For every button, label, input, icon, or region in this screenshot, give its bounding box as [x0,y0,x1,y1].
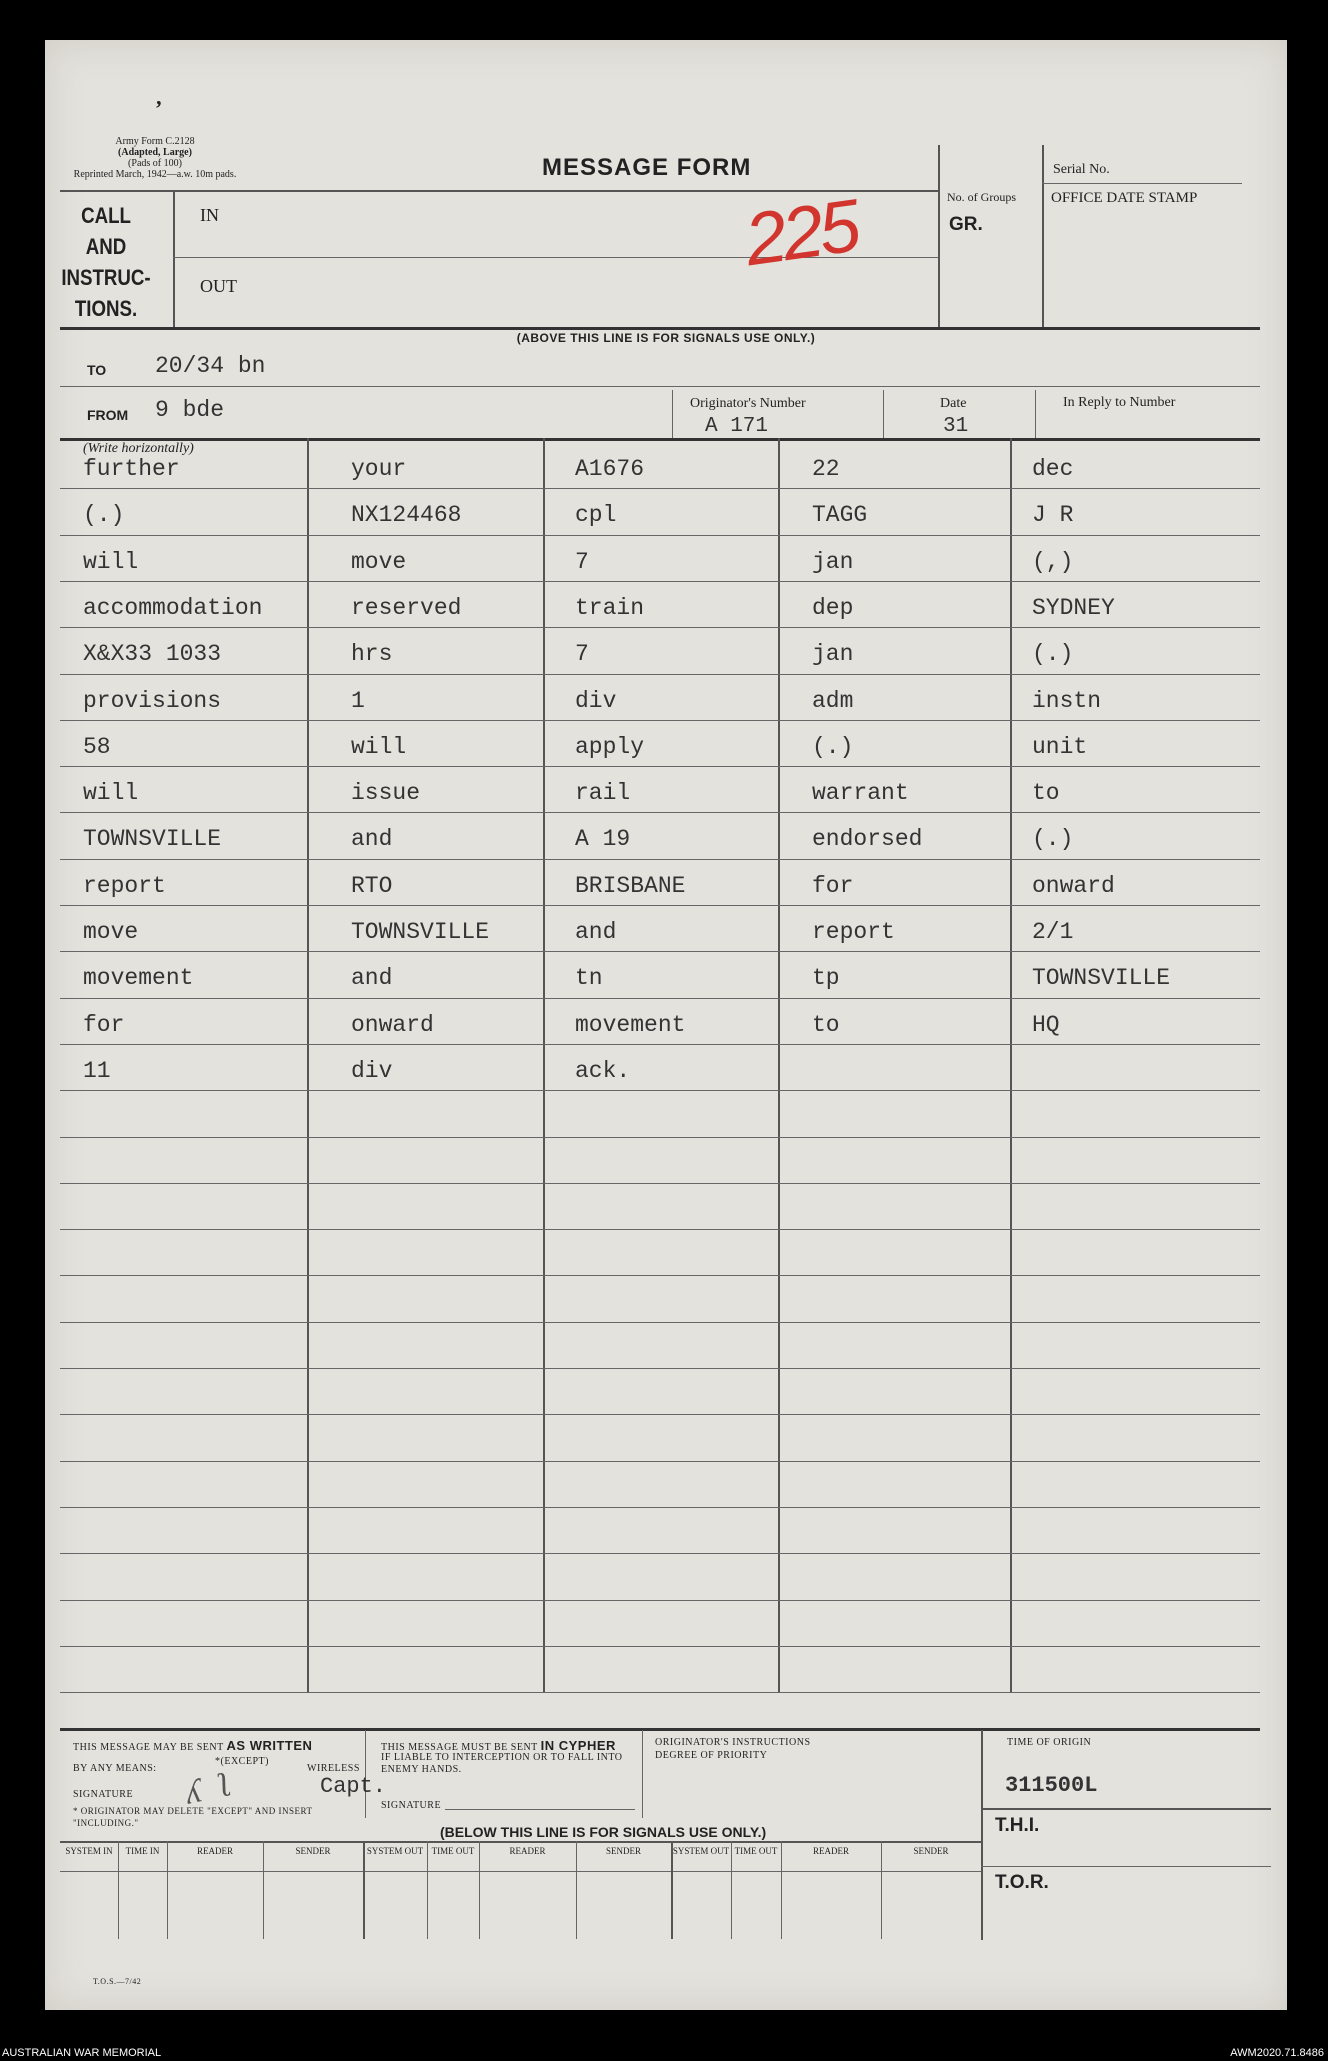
body-row-line [60,1137,1260,1138]
bottom-table-top [60,1841,981,1843]
pencil-tick: ʼ [155,96,163,121]
message-word: J R [1032,502,1074,529]
body-row-line [60,1646,1260,1647]
bottom-column-header: TIME OUT [734,1846,778,1856]
date-value: 31 [943,415,969,438]
message-word: TAGG [812,502,868,529]
date-label: Date [940,396,967,411]
time-origin-value: 311500L [1005,1773,1098,1798]
message-word: hrs [351,641,393,668]
body-row-line [60,1368,1260,1369]
message-word: apply [575,733,645,760]
handwritten-serial-number: 225 [739,183,862,282]
message-word: TOWNSVILLE [83,826,222,853]
body-column-divider [1010,438,1012,1692]
message-word: RTO [351,872,393,899]
body-row-line [60,812,1260,813]
message-word: 7 [575,548,589,575]
time-origin-underline [981,1808,1271,1810]
thi-underline [981,1866,1271,1867]
message-word: accommodation [83,594,263,621]
message-word: onward [351,1011,434,1038]
footer-div-3 [981,1730,983,1940]
message-word: train [575,594,645,621]
body-row-line [60,1183,1260,1184]
originator-instructions: ORIGINATOR'S INSTRUCTIONS [655,1737,811,1748]
bottom-column-header: SENDER [605,1846,641,1856]
form-ref-line2: (Adapted, Large) [118,147,192,158]
bottom-column-header: SYSTEM OUT [366,1846,424,1856]
message-word: cpl [575,502,617,529]
message-word: BRISBANE [575,872,686,899]
archive-left-caption: AUSTRALIAN WAR MEMORIAL [2,2047,162,2059]
signature-title: Capt. [320,1774,387,1799]
originator-value: A 171 [705,415,769,438]
call-instructions-label: CALL AND INSTRUC- TIONS. [61,203,151,321]
written-d: *(EXCEPT) [215,1756,269,1767]
message-word: 1 [351,687,365,714]
message-word: further [83,456,180,482]
office-stamp-label: OFFICE DATE STAMP [1051,190,1198,206]
message-word: will [351,733,407,760]
call-box-divider [173,190,175,330]
signals-note-top: (ABOVE THIS LINE IS FOR SIGNALS USE ONLY.) [516,331,816,345]
signature-label: SIGNATURE [73,1789,134,1800]
from-label: FROM [87,407,129,423]
reply-left [1035,390,1036,438]
message-word: (,) [1032,548,1074,575]
bottom-column-header: READER [813,1846,849,1856]
bottom-column-header: SENDER [913,1846,949,1856]
bottom-column-header: TIME IN [125,1846,160,1856]
form-code: T.O.S.—7/42 [93,1977,142,1986]
form-title: MESSAGE FORM [542,154,752,181]
message-word: onward [1032,872,1115,899]
body-row-line [60,1229,1260,1230]
body-row-line [60,1553,1260,1554]
message-word: and [351,965,393,992]
body-row-line [60,535,1260,536]
body-row-line [60,488,1260,489]
body-row-line [60,1600,1260,1601]
message-word: tp [812,965,840,992]
from-value: 9 bde [155,397,225,423]
message-word: rail [575,780,631,807]
message-word: dep [812,594,854,621]
message-word: div [351,1057,393,1084]
archive-right-caption: AWM2020.71.8486 [1230,2047,1324,2059]
serial-label: Serial No. [1053,162,1110,177]
message-word: will [83,780,139,807]
message-word: (.) [1032,641,1074,668]
groups-label: No. of Groups [947,190,1016,204]
cypher-a: THIS MESSAGE MUST BE SENT [381,1742,538,1753]
tor-label: T.O.R. [995,1872,1049,1893]
to-value: 20/34 bn [155,353,266,379]
message-word: for [83,1011,125,1038]
groups-abbr: GR. [949,214,983,235]
message-word: to [1032,780,1060,807]
message-word: reserved [351,594,462,621]
message-word: TOWNSVILLE [351,919,490,945]
body-row-line [60,1461,1260,1462]
body-row-line [60,674,1260,675]
message-word: movement [83,965,194,992]
to-label: TO [87,362,107,378]
form-reference [65,136,245,180]
message-word: 58 [83,733,111,760]
message-word: warrant [812,780,909,807]
body-row-line [60,1275,1260,1276]
body-row-line [60,766,1260,767]
bottom-column-header: TIME OUT [431,1846,475,1856]
bottom-table-head-line [60,1871,981,1872]
message-word: for [812,872,854,899]
message-word: adm [812,687,854,714]
message-word: dec [1032,456,1074,482]
footer-div-2 [642,1730,643,1818]
form-ref-line4: Reprinted March, 1942—a.w. 10m pads. [73,169,237,180]
written-e: WIRELESS [307,1763,360,1774]
body-column-divider [307,438,309,1692]
signals-note-bottom: (BELOW THIS LINE IS FOR SIGNALS USE ONLY.) [440,1824,767,1840]
body-row-line [60,905,1260,906]
message-word: jan [812,641,854,668]
form-ref-line1: Army Form C.2128 [115,136,195,147]
written-a: THIS MESSAGE MAY BE SENT [73,1742,224,1753]
message-word: and [575,919,617,945]
message-word: ack. [575,1057,631,1084]
message-word: issue [351,780,421,807]
originator-note: * ORIGINATOR MAY DELETE "EXCEPT" AND INSERT "INCLUDING." [73,1806,313,1828]
bottom-column-header: READER [509,1846,546,1856]
cypher-signature: SIGNATURE [381,1800,442,1811]
message-word: movement [575,1011,686,1038]
written-c: BY ANY MEANS: [73,1763,157,1774]
message-word: instn [1032,687,1102,714]
message-form-sheet [45,40,1287,2010]
body-row-line [60,1507,1260,1508]
cypher-sig-line [445,1809,635,1810]
message-word: move [351,548,407,575]
reply-label: In Reply to Number [1063,395,1176,410]
message-word: (.) [83,502,125,529]
message-word: HQ [1032,1011,1060,1038]
bottom-column-header: SENDER [295,1846,331,1856]
write-hint: (Write horizontally) [83,441,194,456]
originator-label: Originator's Number [690,396,806,411]
message-word: report [83,872,166,899]
written-b: AS WRITTEN [226,1738,313,1753]
written-note [73,1738,363,1753]
footer-top-line [60,1728,1260,1731]
to-underline [60,386,1260,387]
cypher-b: IN CYPHER [540,1738,616,1753]
body-row-line [60,1044,1260,1045]
bottom-column-header: READER [197,1846,233,1856]
in-label: IN [200,205,219,225]
out-label: OUT [200,276,237,296]
originator-left [672,390,673,438]
message-word: 2/1 [1032,919,1074,945]
message-word: A1676 [575,456,645,482]
body-row-line [60,1322,1260,1323]
message-word: your [351,456,407,482]
thi-label: T.H.I. [995,1815,1040,1836]
message-word: (.) [1032,826,1074,853]
message-word: NX124468 [351,502,462,529]
message-word: SYDNEY [1032,594,1115,621]
message-word: 11 [83,1057,111,1084]
message-word: unit [1032,733,1088,760]
body-row-line [60,859,1260,860]
body-row-line [60,951,1260,952]
cypher-note [381,1738,641,1753]
handwritten-signature: ʎ ʅ [181,1765,239,1812]
message-word: div [575,687,617,714]
bottom-column-header: SYSTEM OUT [672,1846,730,1856]
message-word: A 19 [575,826,631,853]
cypher-c: IF LIABLE TO INTERCEPTION OR TO FALL INTO ENEMY HANDS. [381,1752,623,1775]
message-word: to [812,1011,840,1038]
body-column-divider [543,438,545,1692]
body-row-line [60,581,1260,582]
body-row-line [60,1692,1260,1693]
message-word: (.) [812,733,854,760]
signals-top-line [60,327,1260,330]
date-left [883,390,884,438]
message-word: will [83,548,139,575]
message-word: and [351,826,393,853]
body-row-line [60,720,1260,721]
time-origin-label: TIME OF ORIGIN [1007,1737,1092,1748]
degree-priority: DEGREE OF PRIORITY [655,1750,768,1761]
message-word: X&X33 1033 [83,641,222,668]
body-row-line [60,1414,1260,1415]
message-word: TOWNSVILLE [1032,965,1171,992]
message-word: endorsed [812,826,923,853]
bottom-column-header: SYSTEM IN [65,1846,113,1856]
message-word: jan [812,548,854,575]
body-row-line [60,1090,1260,1091]
message-word: provisions [83,687,222,714]
body-row-line [60,627,1260,628]
message-word: 22 [812,456,840,482]
body-row-line [60,998,1260,999]
form-ref-line3: (Pads of 100) [128,158,182,169]
header-divider-2 [1042,145,1044,327]
body-top-line [60,438,1260,441]
serial-underline [1042,183,1242,184]
header-divider-1 [938,145,940,327]
message-word: move [83,919,139,945]
message-word: 7 [575,641,589,668]
message-word: report [812,919,895,945]
message-word: tn [575,965,603,992]
body-column-divider [778,438,780,1692]
